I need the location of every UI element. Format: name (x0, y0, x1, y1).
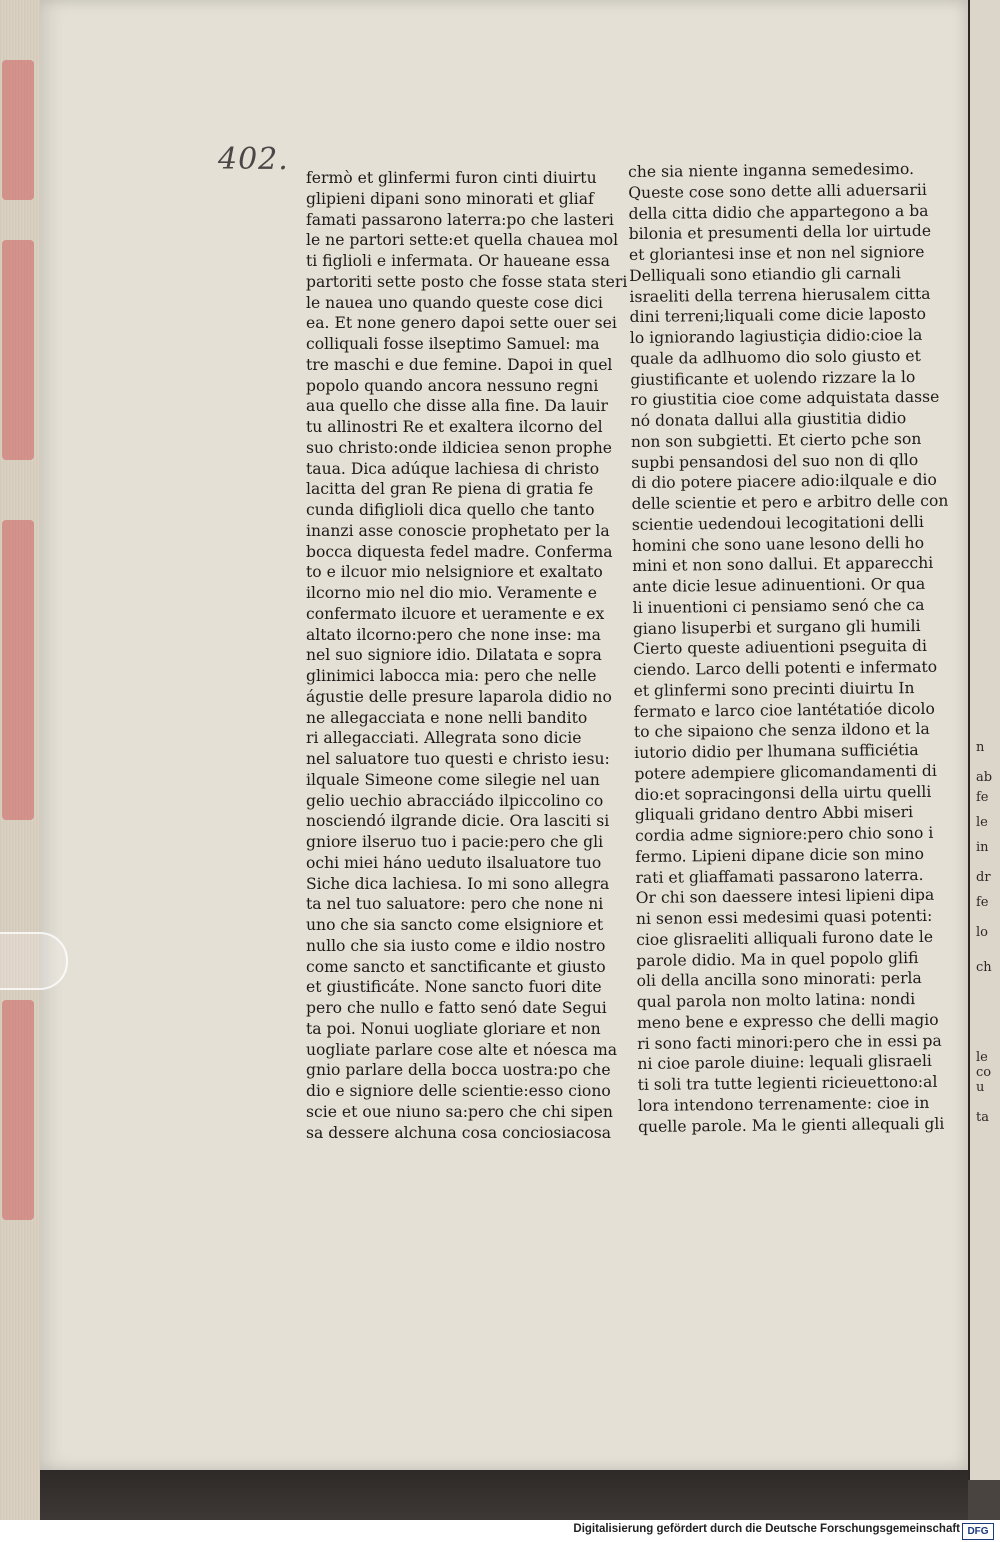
text-line: le ne partori sette:et quella chauea mol (306, 231, 619, 250)
text-line: altato ilcorno:pero che none inse: ma (306, 625, 601, 644)
text-line: bocca diquesta fedel madre. Conferma (306, 542, 613, 561)
text-line: scie et oue niuno sa:pero che chi sipen (306, 1102, 613, 1121)
text-line: giano lisuperbi et surgano gli humili (632, 616, 921, 638)
text-line: della citta didio che appartegono a ba (628, 201, 929, 223)
text-line: come sancto et sanctificante et giusto (306, 957, 606, 976)
text-line: tu allinostri Re et exaltera ilcorno del (306, 418, 603, 436)
text-line: potere adempiere glicomandamenti di (634, 761, 937, 783)
text-line: giustificante et uolendo rizzare la lo (630, 367, 916, 389)
text-line: fermo. Lipieni dipane dicie son mino (635, 844, 925, 866)
text-line: suo christo:onde ildiciea senon prophe (306, 438, 613, 457)
facing-page-fragment: ta (976, 1110, 989, 1125)
text-line: gelio uechio abracciádo ilpiccolino co (306, 791, 604, 810)
facing-page-fragment: fe (976, 790, 989, 805)
text-line: pero che nullo e fatto senó date Segui (306, 999, 607, 1017)
page-bottom-shadow (40, 1470, 968, 1520)
text-line: to che sipaiono che senza ildono et la (633, 720, 930, 742)
text-line: et giustificáte. None sancto fuori dite (306, 978, 602, 997)
text-line: ti figlioli e infermata. Or haueane essa (306, 252, 610, 270)
text-line: ilcorno mio nel dio mio. Veramente e (306, 584, 597, 602)
text-line: Cierto queste adiuentioni pseguita di (633, 637, 928, 659)
text-line: Siche dica lachiesa. Io mi sono allegra (306, 874, 610, 893)
text-line: colliquali fosse ilseptimo Samuel: ma (306, 335, 600, 353)
text-line: gnio parlare della bocca uostra:po che (306, 1061, 611, 1080)
facing-page-fragment: lo (976, 925, 988, 940)
text-line: homini che sono uane lesono delli ho (631, 533, 925, 555)
text-line: quelle parole. Ma le gienti allequali gli (638, 1114, 945, 1136)
funding-credit: Digitalisierung gefördert durch die Deutsche Forschungsgemeinschaft (573, 1523, 960, 1535)
text-line: parole didio. Ma in quel popolo glifi (636, 948, 919, 970)
text-line: quale da adlhuomo dio solo giusto et (629, 346, 921, 368)
facing-page-fragment: le co (976, 1050, 992, 1080)
text-line: ta nel tuo saluatore: pero che none ni (306, 895, 604, 914)
text-column-left (306, 168, 628, 1143)
text-line: delle scientie et pero e arbitro delle con (631, 491, 949, 513)
facing-page-fragment: fe (976, 895, 989, 910)
text-line: Delliquali sono etiandio gli carnali (629, 263, 901, 285)
text-line: israeliti della terrena hierusalem citta (629, 284, 931, 306)
facing-page-fragment: n (976, 740, 985, 755)
text-line: dio e signiore delle scientie:esso ciono (306, 1082, 611, 1100)
text-line: taua. Dica adúque lachiesa di christo (306, 459, 600, 478)
text-line: iutorio didio per lhumana sufficiétia (634, 740, 919, 762)
text-line: sa dessere alchuna cosa conciosiacosa (306, 1123, 612, 1142)
text-line: et glinfermi sono precinti diuirtu In (633, 678, 915, 700)
text-line: tre maschi e due femine. Dapoi in quel (306, 355, 613, 374)
text-line: et gloriantesi inse et non nel signiore (628, 242, 925, 264)
text-line: dio:et sopracingonsi della uirtu quelli (634, 782, 932, 804)
facing-page-edge (968, 0, 1000, 1480)
text-line: ni cioe parole diuine: lequali glisraeli (637, 1052, 932, 1074)
text-line: glinimici labocca mia: pero che nelle (306, 667, 597, 685)
text-line: famati passarono laterra:po che lasteri (306, 210, 614, 229)
text-line: ilquale Simeone come silegie nel uan (306, 770, 600, 789)
facing-page-fragment: in (976, 840, 989, 855)
text-line: Or chi son daessere intesi lipieni dipa (635, 886, 935, 908)
text-line: qual parola non molto latina: nondi (636, 990, 916, 1011)
text-line: fermato e larco cioe lantétatióe dicolo (633, 699, 935, 721)
text-line: nosciendó ilgrande dicie. Ora lasciti si (306, 812, 610, 831)
text-line: nó donata dallui alla giustitia didio (630, 409, 907, 430)
text-line: to e ilcuor mio nelsigniore et exaltato (306, 563, 603, 582)
text-line: popolo quando ancora nessuno regni (306, 376, 599, 395)
text-line: rati et gliaffamati passarono laterra. (635, 865, 924, 887)
text-line: nullo che sia iusto come e ildio nostro (306, 936, 606, 955)
text-line: supbi pensandosi del suo non di qllo (631, 450, 919, 472)
text-line: che sia niente inganna semedesimo. (628, 160, 915, 181)
text-line: uno che sia sancto come elsigniore et (306, 916, 604, 934)
text-line: nel suo signiore idio. Dilatata e sopra (306, 646, 602, 665)
text-line: scientie uedendoui lecogitationi delli (631, 512, 924, 534)
text-line: mini et non sono dallui. Et apparecchi (632, 554, 934, 576)
text-line: cordia adme signiore:pero chio sono i (634, 823, 934, 845)
text-line: meno bene e expresso che delli magio (636, 1010, 939, 1032)
text-line: ti soli tra tutte legienti ricieuettono:al (637, 1072, 938, 1094)
text-line: li inuentioni ci pensiamo senó che ca (632, 595, 925, 617)
text-line: ciendo. Larco delli potenti e infermato (633, 657, 938, 679)
text-line: fermò et glinfermi furon cinti diuirtu (306, 169, 597, 187)
text-line: lacitta del gran Re piena di gratia fe (306, 480, 594, 499)
red-edge-stain (2, 240, 34, 460)
facing-page-fragment: dr (976, 870, 991, 885)
text-line: ro giustitia cioe come adquistata dasse (630, 388, 940, 410)
text-line: lora intendono terrenamente: cioe in (637, 1093, 930, 1115)
text-line: non son subgietti. Et cierto pche son (630, 429, 922, 451)
text-line: cioe glisraeliti alliquali furono date le (636, 927, 934, 949)
book-clip (0, 932, 68, 990)
text-line: águstie delle presure laparola didio no (306, 687, 612, 706)
text-line: nel saluatore tuo questi e christo iesu: (306, 750, 610, 768)
text-line: aua quello che disse alla fine. Da lauir (306, 397, 608, 416)
facing-page-fragment: u (976, 1080, 985, 1095)
text-line: inanzi asse conoscie prophetato per la (306, 521, 610, 540)
text-line: gniore ilseruo tuo i pacie:pero che gli (306, 833, 604, 851)
dfg-logo: DFG (962, 1523, 994, 1540)
text-column-right (628, 159, 949, 1137)
footer-bar (0, 1520, 1000, 1542)
text-line: ni senon essi medesimi quasi potenti: (635, 906, 933, 928)
text-line: ochi miei háno ueduto ilsaluatore tuo (306, 853, 602, 872)
text-line: glipieni dipani sono minorati et gliaf (306, 189, 594, 208)
text-line: gliquali gridano dentro Abbi miseri (634, 803, 914, 825)
facing-page-fragment: ab (976, 770, 993, 785)
facing-page-fragment: le (976, 815, 988, 830)
facing-page-fragment: ch (976, 960, 992, 975)
text-line: bilonia et presumenti della lor uirtude (628, 222, 932, 244)
text-line: uogliate parlare cose alte et nóesca ma (306, 1040, 618, 1059)
text-line: ne allegacciata e none nelli bandito (306, 708, 588, 727)
text-line: oli della ancilla sono minorati: perla (636, 969, 922, 991)
red-edge-stain (2, 520, 34, 820)
text-line: confermato ilcuore et ueramente e ex (306, 604, 605, 623)
text-line: ri sono facti minori:pero che in essi pa (637, 1031, 942, 1053)
folio-number: 402. (218, 142, 289, 177)
text-line: ri allegacciati. Allegrata sono dicie (306, 729, 582, 748)
text-line: ea. Et none genero dapoi sette ouer sei (306, 314, 617, 333)
red-edge-stain (2, 60, 34, 200)
text-line: Queste cose sono dette alli aduersarii (628, 180, 927, 202)
text-line: lo igniorando lagiustiçia didio:cioe la (629, 325, 923, 347)
text-line: partoriti sette posto che fosse stata steri (306, 272, 628, 291)
text-line: ante dicie lesue adinuentioni. Or qua (632, 574, 926, 596)
red-edge-stain (2, 1000, 34, 1220)
text-line: ta poi. Nonui uogliate gloriare et non (306, 1019, 601, 1038)
text-line: di dio potere piacere adio:ilquale e dio (631, 471, 937, 493)
text-line: cunda difiglioli dica quello che tanto (306, 501, 595, 519)
text-line: le nauea uno quando queste cose dici (306, 293, 603, 312)
text-line: dini terreni;liquali come dicie laposto (629, 305, 927, 327)
